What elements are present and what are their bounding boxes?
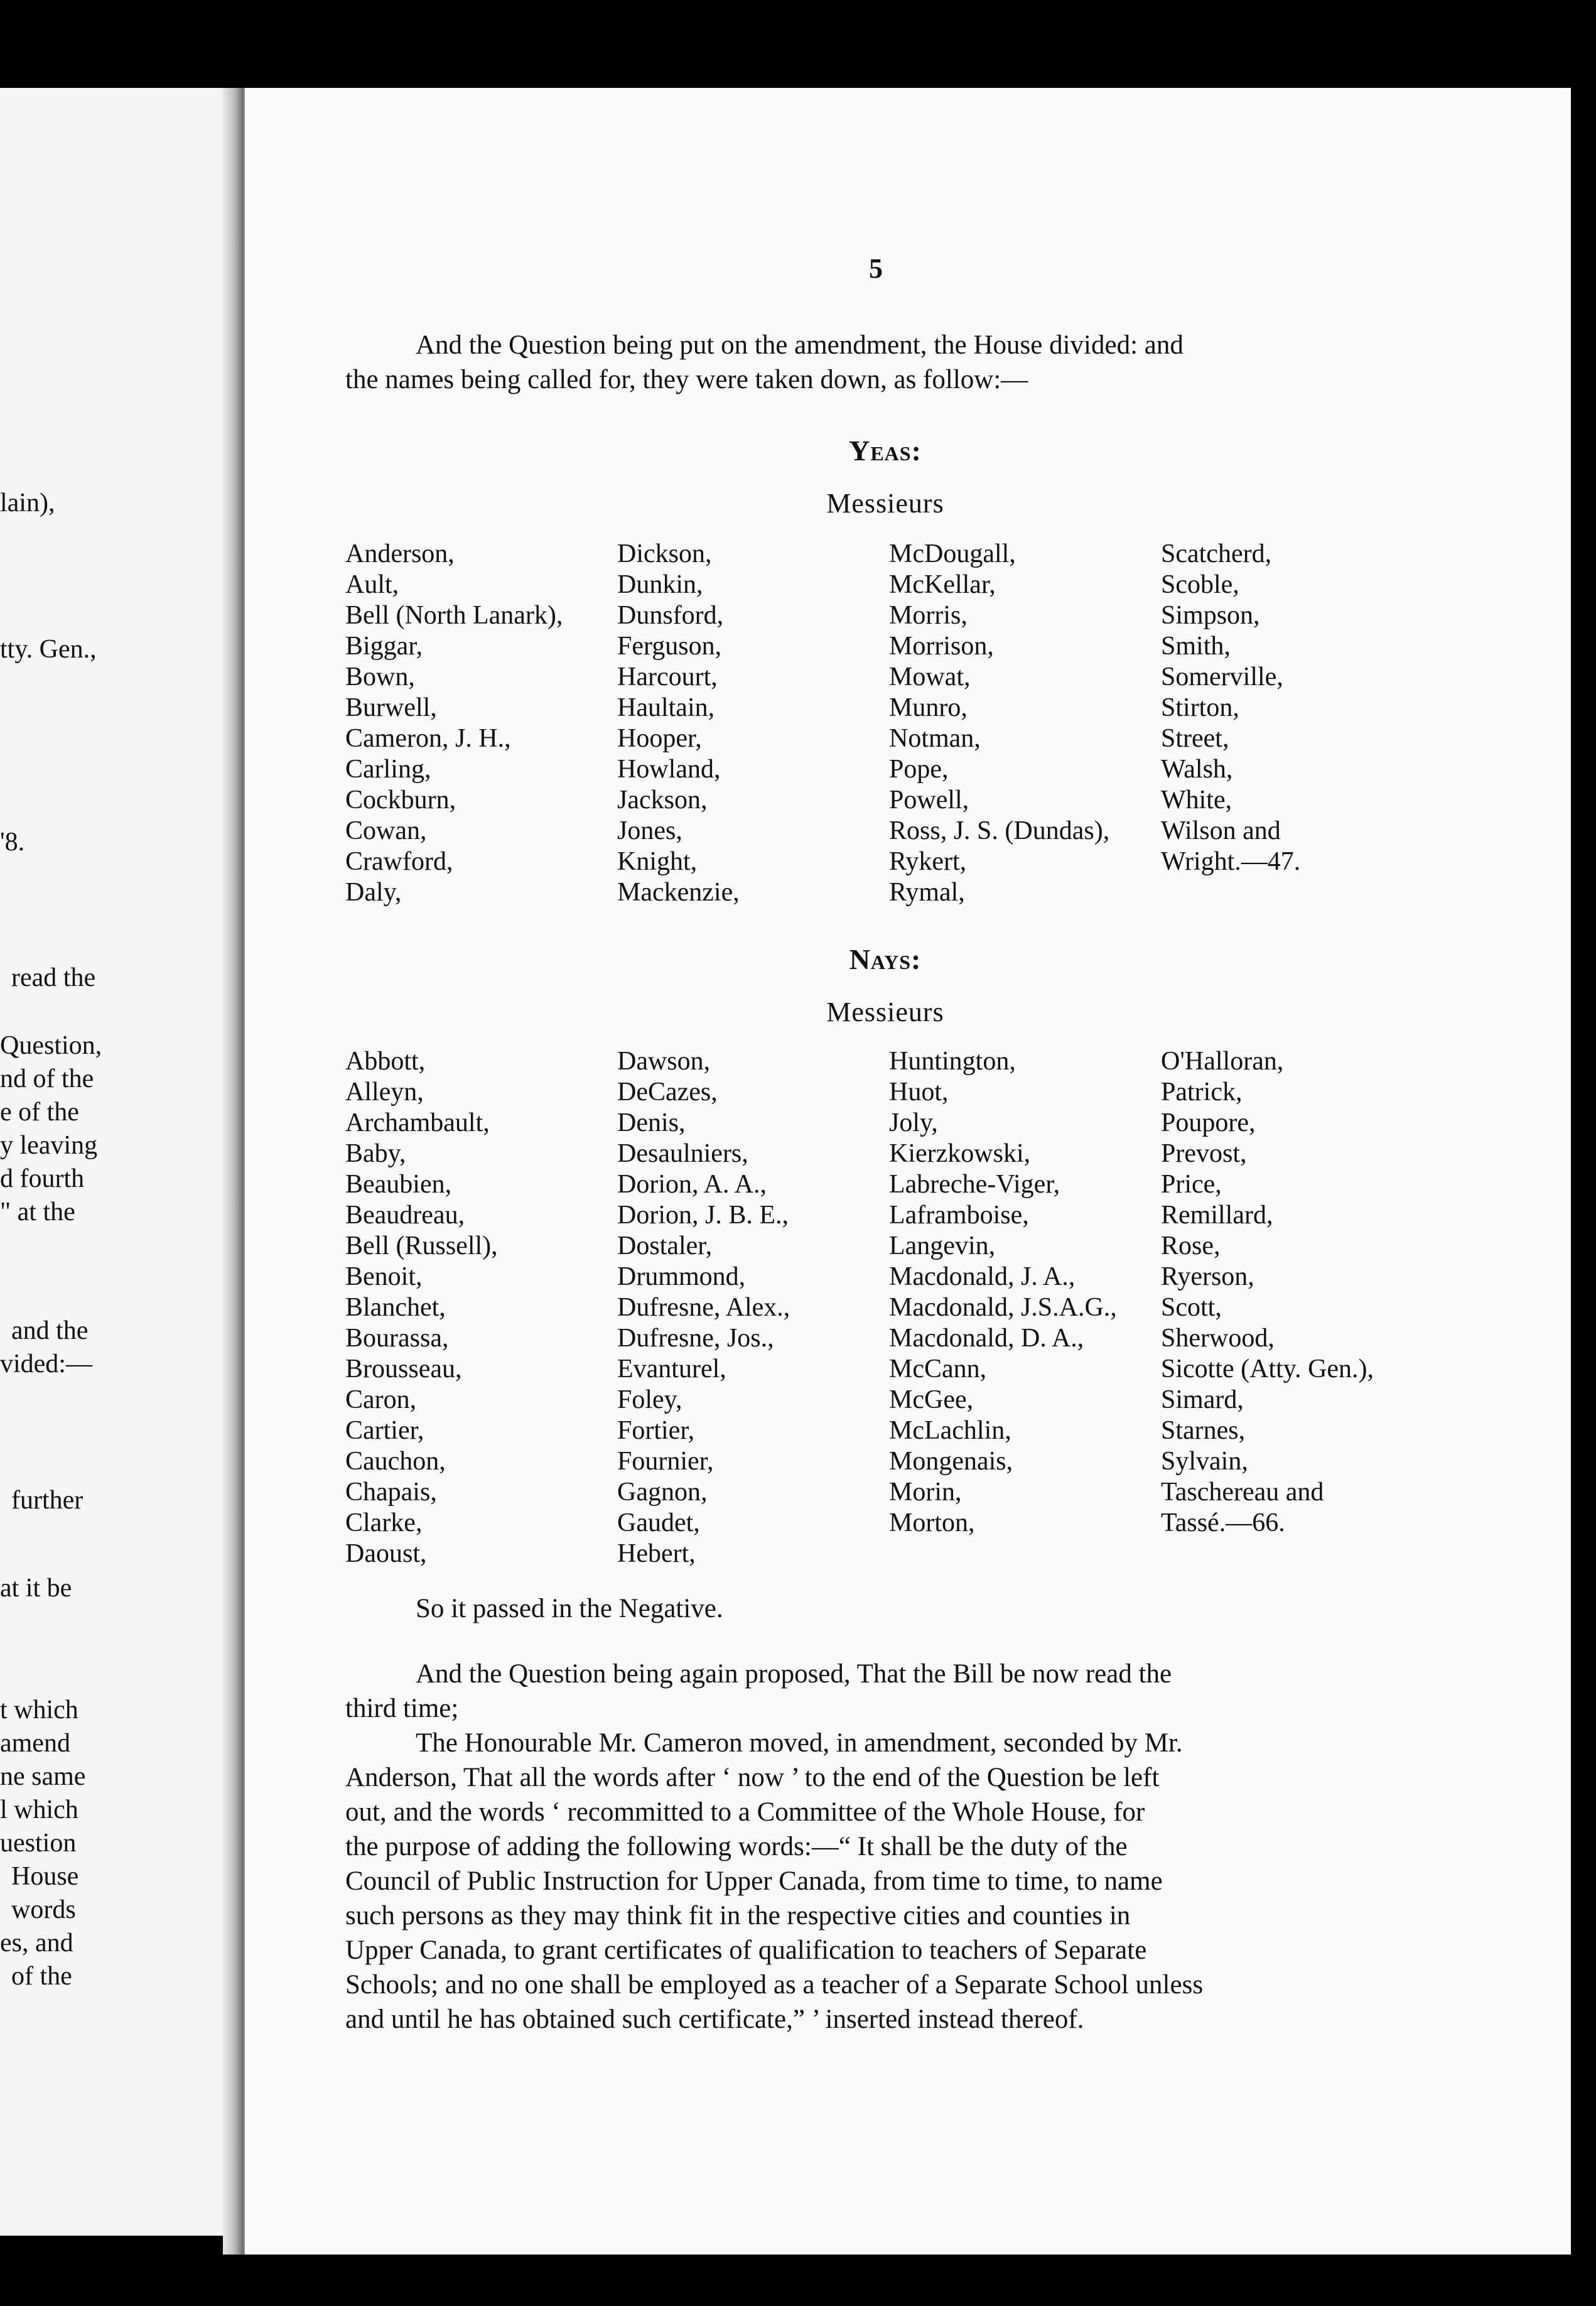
member-name: Simard, [1161,1385,1244,1414]
member-name: Cowan, [345,816,427,845]
member-name: Crawford, [345,847,453,876]
text-line: and until he has obtained such certificate,” ’ inserted instead thereof. [345,2005,1084,2034]
member-name: Laframboise, [889,1201,1029,1230]
member-name: Cartier, [345,1416,424,1445]
member-name: Bell (North Lanark), [345,601,563,630]
left-page-fragment: d fourth [0,1164,85,1193]
member-name: O'Halloran, [1161,1047,1284,1076]
member-name: Ross, J. S. (Dundas), [889,816,1110,845]
member-name: Macdonald, D. A., [889,1324,1084,1353]
left-page-fragment: nd of the [0,1064,94,1093]
text-line: The Honourable Mr. Cameron moved, in amendment, seconded by Mr. [416,1728,1183,1758]
left-page-fragment: es, and [0,1929,73,1957]
member-name: Remillard, [1161,1201,1273,1230]
member-name: Ferguson, [617,632,722,661]
member-name: Bourassa, [345,1324,449,1353]
text-line: out, and the words ‘ recommitted to a Committee of the Whole House, for [345,1797,1145,1827]
yeas-column [889,539,1161,908]
left-page-fragment: uestion [0,1829,77,1858]
member-name: Street, [1161,724,1229,753]
member-name: Bown, [345,663,415,691]
left-page-fragment: e of the [0,1098,79,1127]
member-name: Knight, [617,847,698,876]
left-page-fragment: y leaving [0,1131,98,1160]
member-name: Tassé.—66. [1161,1508,1285,1537]
nays-column [345,1046,617,1569]
member-name: Baby, [345,1139,406,1168]
member-name: Kierzkowski, [889,1139,1031,1168]
member-name: Patrick, [1161,1078,1243,1107]
member-name: Smith, [1161,632,1231,661]
member-name: Huot, [889,1078,949,1107]
member-name: Morton, [889,1508,975,1537]
member-name: Dunkin, [617,570,703,599]
member-name: Macdonald, J. A., [889,1262,1076,1291]
text-line: the names being called for, they were taken down, as follow:— [345,365,1028,394]
member-name: Walsh, [1161,755,1233,784]
member-name: Burwell, [345,693,437,722]
member-name: White, [1161,786,1232,815]
member-name: Foley, [617,1385,682,1414]
member-name: Archambault, [345,1108,490,1137]
member-name: Dostaler, [617,1231,713,1260]
member-name: Fournier, [617,1447,714,1476]
member-name: Somerville, [1161,663,1283,691]
member-name: Stirton, [1161,693,1239,722]
nays-column [889,1046,1161,1569]
member-name: Alleyn, [345,1078,424,1107]
member-name: Daly, [345,878,402,907]
left-page-fragment: " at the [0,1198,75,1226]
member-name: Daoust, [345,1539,427,1568]
member-name: Rymal, [889,878,965,907]
member-name: Gagnon, [617,1478,708,1507]
left-page-fragment: vided:— [0,1350,92,1378]
member-name: Haultain, [617,693,715,722]
member-name: Rose, [1161,1231,1221,1260]
member-name: Prevost, [1161,1139,1247,1168]
member-name: Pope, [889,755,949,784]
left-page-fragment: House [11,1862,79,1891]
member-name: Cameron, J. H., [345,724,511,753]
member-name: Mackenzie, [617,878,740,907]
member-name: Fortier, [617,1416,695,1445]
member-name: Mowat, [889,663,971,691]
member-name: Macdonald, J.S.A.G., [889,1293,1117,1322]
member-name: Poupore, [1161,1108,1256,1137]
yeas-column [345,539,617,908]
result-paragraph [345,1591,1425,1626]
member-name: Desaulniers, [617,1139,748,1168]
member-name: Morin, [889,1478,962,1507]
member-name: Dufresne, Alex., [617,1293,790,1322]
text-line: such persons as they may think fit in the respective cities and counties in [345,1901,1131,1930]
member-name: Benoit, [345,1262,423,1291]
member-name: Powell, [889,786,969,815]
member-name: Beaudreau, [345,1201,465,1230]
member-name: Howland, [617,755,721,784]
member-name: Denis, [617,1108,686,1137]
left-page-fragment: of the [11,1962,72,1991]
member-name: Caron, [345,1385,417,1414]
question-paragraph [345,1657,1425,1726]
member-name: Hebert, [617,1539,696,1568]
member-name: Biggar, [345,632,423,661]
nays-list [345,1046,1438,1569]
member-name: Abbott, [345,1047,426,1076]
member-name: Morrison, [889,632,994,661]
member-name: Clarke, [345,1508,423,1537]
member-name: Mongenais, [889,1447,1013,1476]
yeas-heading: Yeas: [849,435,922,467]
nays-subheading: Messieurs [826,997,944,1027]
member-name: Jackson, [617,786,708,815]
member-name: Bell (Russell), [345,1231,498,1260]
member-name: Simpson, [1161,601,1260,630]
member-name: Starnes, [1161,1416,1246,1445]
member-name: Dunsford, [617,601,724,630]
left-page-fragment: '8. [0,828,25,857]
text-line: And the Question being put on the amendment, the House divided: and [416,330,1184,360]
yeas-subheading: Messieurs [826,488,944,519]
text-line: Upper Canada, to grant certificates of qualification to teachers of Separate [345,1935,1147,1965]
nays-column [617,1046,889,1569]
member-name: Morris, [889,601,968,630]
nays-heading: Nays: [849,943,922,975]
yeas-column [1161,539,1438,908]
page-number: 5 [869,253,883,284]
member-name: Anderson, [345,539,455,568]
member-name: Price, [1161,1170,1222,1199]
left-page-fragment: amend [0,1729,70,1758]
member-name: Dawson, [617,1047,711,1076]
member-name: Dorion, J. B. E., [617,1201,789,1230]
left-page-fragment: ne same [0,1762,86,1791]
member-name: Langevin, [889,1231,996,1260]
yeas-column [617,539,889,908]
book-gutter [223,88,248,2255]
member-name: Dickson, [617,539,712,568]
member-name: Labreche-Viger, [889,1170,1060,1199]
left-page-fragment: further [11,1486,84,1515]
member-name: Ault, [345,570,399,599]
left-page-fragment: tty. Gen., [0,635,97,664]
text-line: third time; [345,1694,459,1723]
member-name: Dufresne, Jos., [617,1324,774,1353]
amendment-paragraph [345,1726,1425,2037]
intro-paragraph [345,328,1425,397]
text-line: So it passed in the Negative. [416,1594,723,1623]
member-name: Cockburn, [345,786,456,815]
text-line: the purpose of adding the following words:—“ It shall be the duty of the [345,1832,1128,1861]
text-line: Council of Public Instruction for Upper Canada, from time to time, to name [345,1866,1163,1896]
member-name: DeCazes, [617,1078,718,1107]
member-name: Sherwood, [1161,1324,1275,1353]
member-name: Rykert, [889,847,967,876]
member-name: Blanchet, [345,1293,446,1322]
left-facing-page [0,88,232,2236]
member-name: Evanturel, [617,1355,726,1383]
member-name: Beaubien, [345,1170,452,1199]
text-line: Schools; and no one shall be employed as a teacher of a Separate School unless [345,1970,1204,2000]
member-name: Joly, [889,1108,938,1137]
member-name: Ryerson, [1161,1262,1254,1291]
member-name: McGee, [889,1385,974,1414]
left-page-fragment: at it be [0,1574,72,1603]
left-page-fragment: t which [0,1696,78,1724]
text-line: And the Question being again proposed, That the Bill be now read the [416,1659,1172,1689]
member-name: Carling, [345,755,431,784]
left-page-fragment: and the [11,1316,89,1345]
member-name: Jones, [617,816,682,845]
member-name: Wright.—47. [1161,847,1301,876]
member-name: McLachlin, [889,1416,1011,1445]
member-name: Chapais, [345,1478,437,1507]
yeas-list [345,539,1438,908]
member-name: Munro, [889,693,968,722]
left-page-fragment: words [11,1895,76,1924]
member-name: Gaudet, [617,1508,700,1537]
text-line: Anderson, That all the words after ‘ now ’ to the end of the Question be left [345,1763,1160,1792]
member-name: McDougall, [889,539,1016,568]
member-name: Scoble, [1161,570,1239,599]
left-page-fragment: read the [11,963,96,992]
member-name: Dorion, A. A., [617,1170,767,1199]
member-name: Cauchon, [345,1447,446,1476]
member-name: Hooper, [617,724,702,753]
member-name: Scott, [1161,1293,1222,1322]
left-page-fragment: l which [0,1795,78,1824]
member-name: McKellar, [889,570,996,599]
member-name: Drummond, [617,1262,746,1291]
member-name: Notman, [889,724,981,753]
member-name: Brousseau, [345,1355,462,1383]
left-page-fragment: lain), [0,489,55,517]
document-page [245,88,1571,2255]
member-name: Sicotte (Atty. Gen.), [1161,1355,1374,1383]
member-name: Wilson and [1161,816,1281,845]
member-name: Scatcherd, [1161,539,1272,568]
nays-column [1161,1046,1438,1569]
member-name: Sylvain, [1161,1447,1248,1476]
left-page-fragment: Question, [0,1031,102,1060]
member-name: Huntington, [889,1047,1016,1076]
member-name: Taschereau and [1161,1478,1324,1507]
member-name: Harcourt, [617,663,718,691]
member-name: McCann, [889,1355,987,1383]
